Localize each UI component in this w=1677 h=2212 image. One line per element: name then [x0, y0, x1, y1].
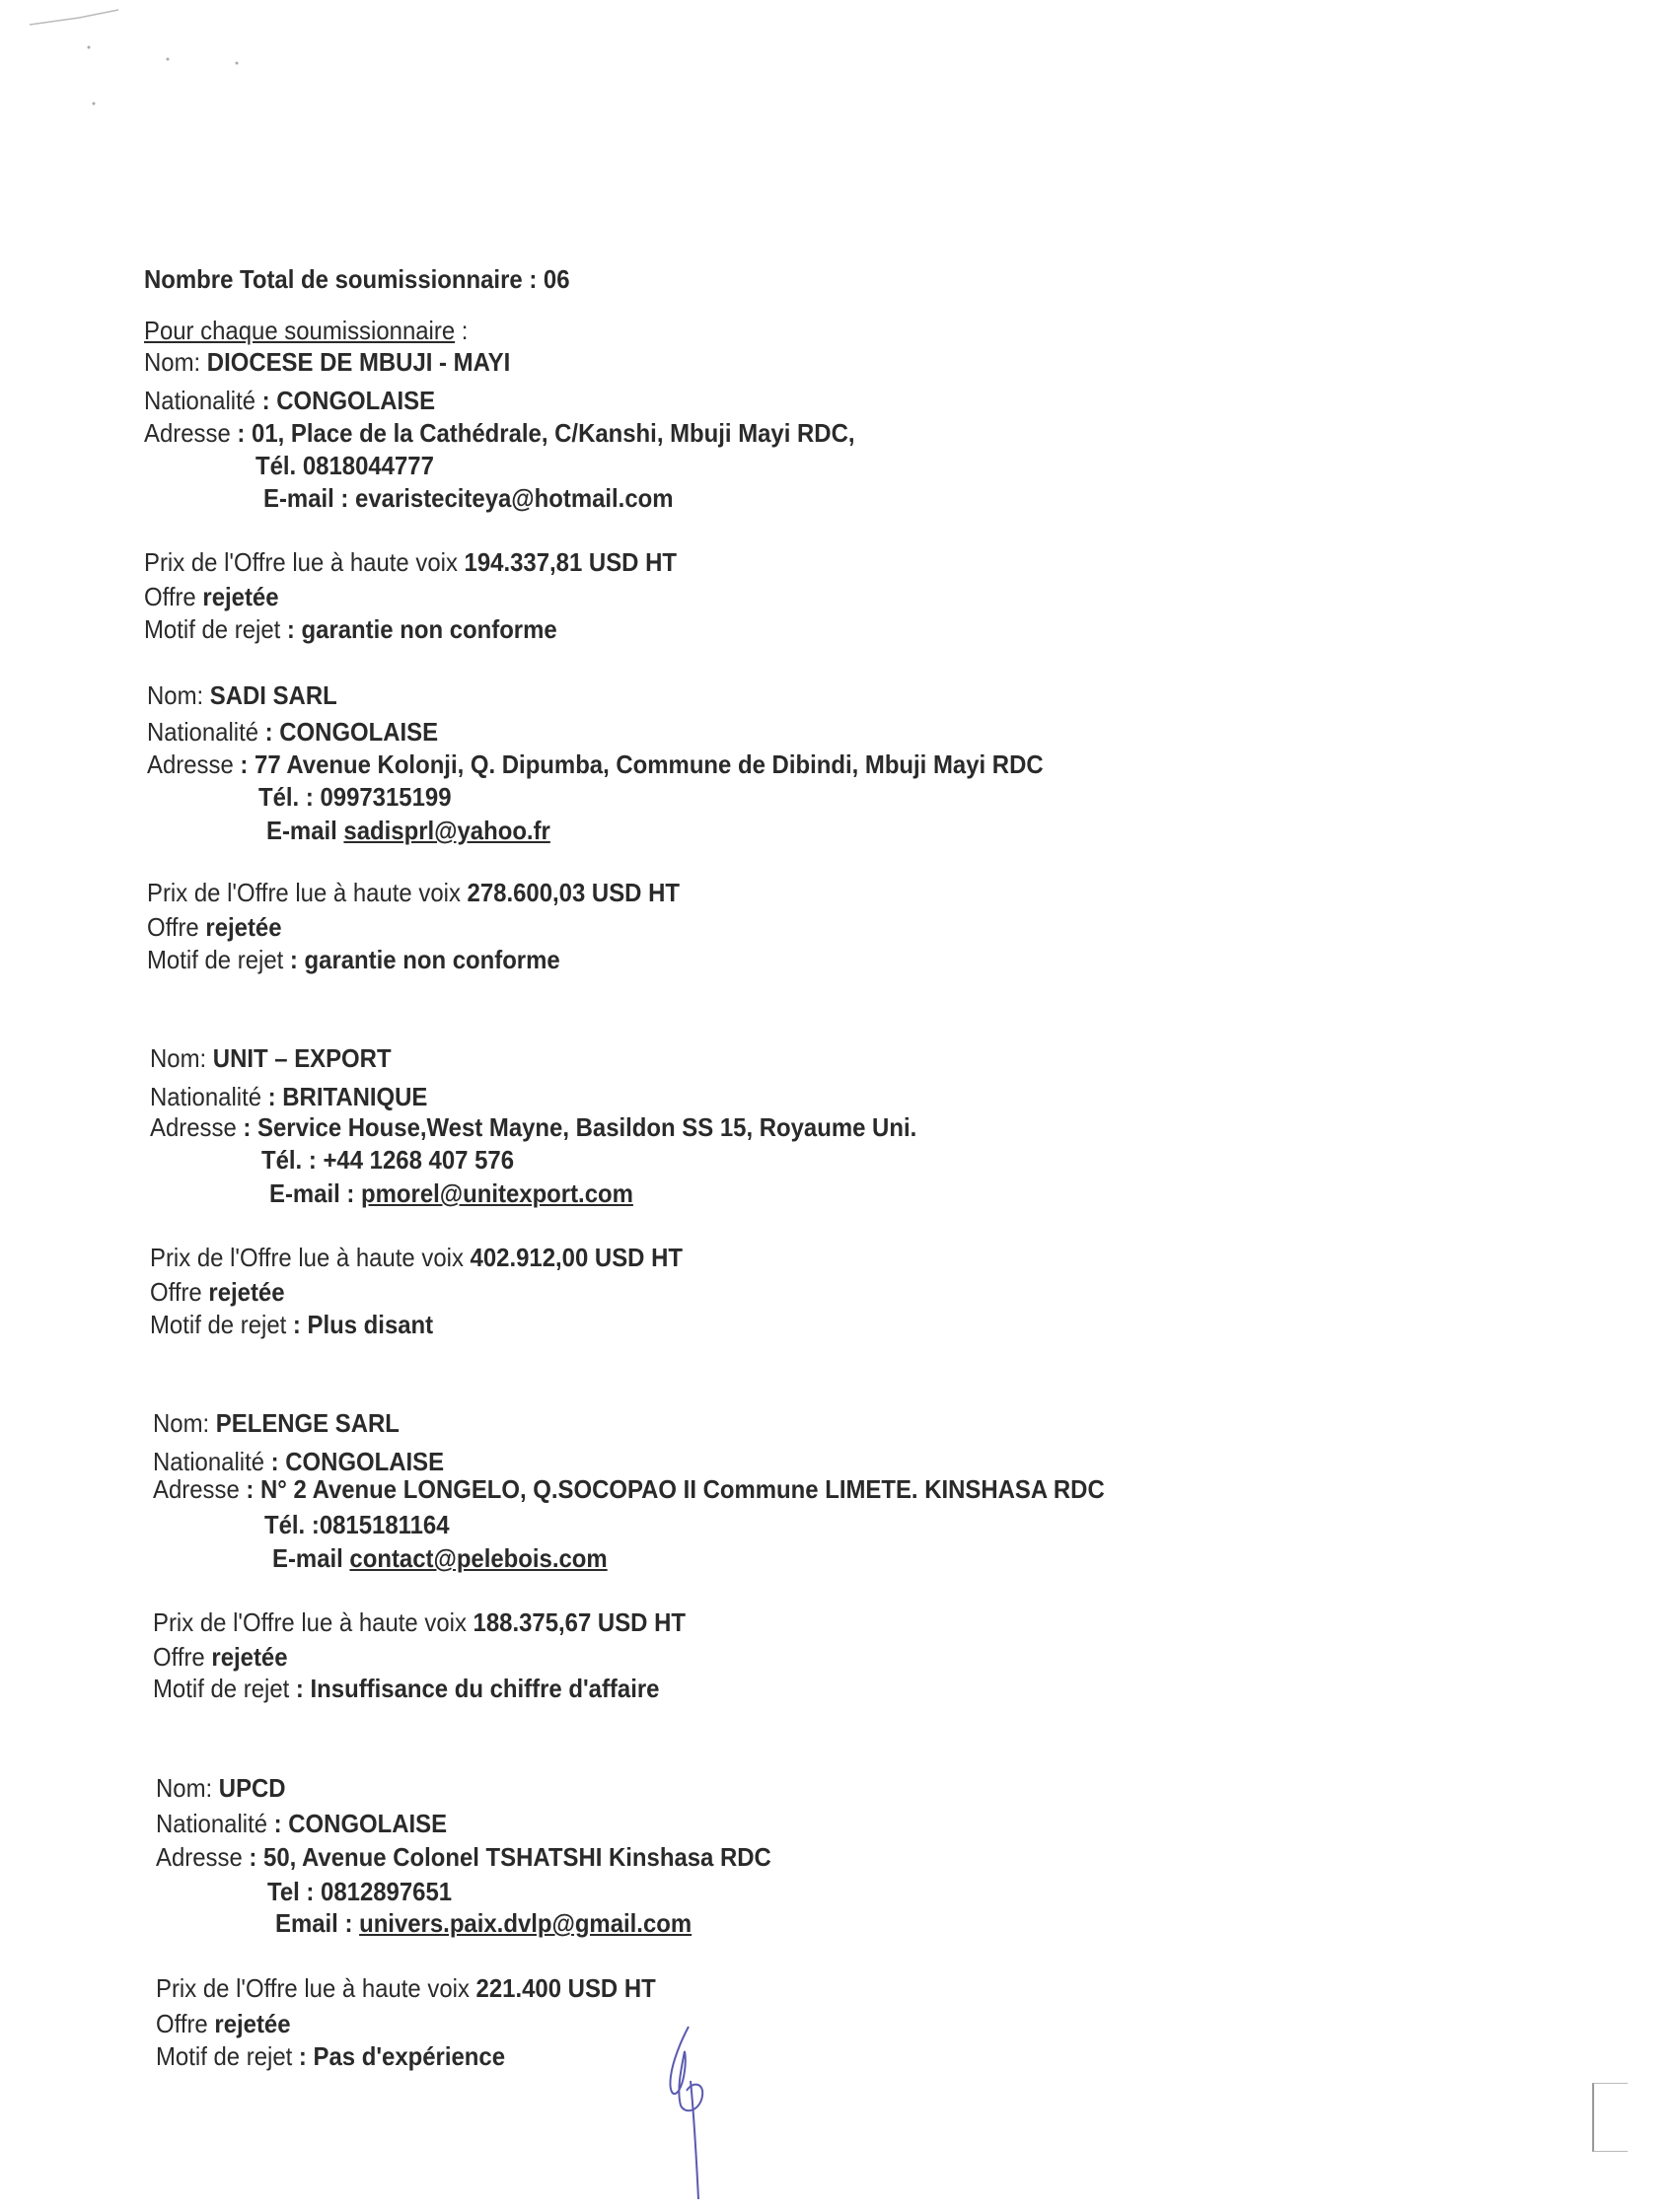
address-value: : 50, Avenue Colonel TSHATSHI Kinshasa RDC	[242, 1842, 771, 1872]
bidder-line	[147, 878, 680, 907]
nationality-label: Nationalité	[147, 717, 259, 747]
nom-label: Nom:	[156, 1773, 219, 1803]
bidder-line	[153, 1642, 288, 1672]
phone: Tél. 0818044777	[255, 451, 434, 480]
phone: Tél. : 0997315199	[258, 782, 452, 812]
nationality-value: : CONGOLAISE	[255, 386, 436, 415]
bidder-line	[156, 1973, 656, 2003]
phone: Tél. : +44 1268 407 576	[261, 1145, 515, 1175]
address-value: : Service House,West Mayne, Basildon SS 15, Royaume Uni.	[236, 1112, 917, 1142]
nom-label: Nom:	[150, 1043, 213, 1073]
nationality-label: Nationalité	[144, 386, 256, 415]
bidder-line	[144, 547, 677, 577]
price-value: 402.912,00 USD HT	[470, 1243, 683, 1272]
bidder-line	[275, 1908, 692, 1938]
bidder-name: DIOCESE DE MBUJI - MAYI	[206, 347, 511, 377]
bidder-line	[150, 1082, 427, 1111]
bidder-line	[156, 1773, 286, 1803]
offer-status: rejetée	[202, 582, 279, 611]
signature	[651, 2022, 730, 2204]
address-value: : N° 2 Avenue LONGELO, Q.SOCOPAO II Commune LIMETE. KINSHASA RDC	[239, 1474, 1105, 1504]
offer-status: rejetée	[205, 912, 282, 942]
intro-line	[144, 316, 468, 345]
bidder-line	[150, 1112, 916, 1142]
bidder-line	[147, 680, 337, 710]
bidder-line	[153, 1607, 686, 1637]
nationality-label: Nationalité	[156, 1809, 268, 1838]
address-value: : 77 Avenue Kolonji, Q. Dipumba, Commune de Dibindi, Mbuji Mayi RDC	[233, 749, 1044, 779]
bidder-line	[266, 816, 550, 845]
intro-colon: :	[455, 316, 469, 345]
nom-label: Nom:	[147, 680, 210, 710]
bidder-line	[156, 1809, 447, 1838]
email-label: E-mail :	[263, 483, 356, 513]
bidder-line	[144, 347, 510, 377]
rejection-reason: : garantie non conforme	[289, 945, 560, 974]
email-link[interactable]: pmorel@unitexport.com	[361, 1178, 633, 1208]
price-label: Prix de l'Offre lue à haute voix	[144, 547, 465, 577]
bidder-name: SADI SARL	[209, 680, 337, 710]
bidder-line	[147, 749, 1044, 779]
bidder-line	[144, 582, 279, 611]
bidder-line	[144, 418, 854, 448]
price-value: 221.400 USD HT	[475, 1973, 656, 2003]
bidder-line	[156, 2009, 291, 2038]
offer-label: Offre	[156, 2009, 215, 2038]
bidder-line	[147, 945, 560, 974]
address-value: : 01, Place de la Cathédrale, C/Kanshi, Mbuji Mayi RDC,	[230, 418, 855, 448]
rejection-reason: : Insuffisance du chiffre d'affaire	[295, 1674, 660, 1703]
nom-label: Nom:	[144, 347, 207, 377]
bidder-line	[272, 1543, 608, 1573]
nationality-label: Nationalité	[153, 1447, 265, 1476]
bidder-line	[150, 1043, 392, 1073]
nationality-value: : CONGOLAISE	[258, 717, 439, 747]
email-link[interactable]: evaristeciteya@hotmail.com	[355, 483, 674, 513]
rejection-reason: : garantie non conforme	[286, 614, 557, 644]
bidder-line	[147, 717, 438, 747]
bidder-line	[153, 1447, 444, 1476]
bidder-line	[150, 1277, 285, 1307]
bidder-line	[150, 1310, 433, 1339]
rejection-reason: : Plus disant	[292, 1310, 434, 1339]
offer-label: Offre	[147, 912, 206, 942]
offer-status: rejetée	[208, 1277, 285, 1307]
price-value: 194.337,81 USD HT	[464, 547, 677, 577]
rejection-label: Motif de rejet	[150, 1310, 293, 1339]
rejection-reason: : Pas d'expérience	[298, 2041, 506, 2071]
email-label: E-mail	[266, 816, 344, 845]
address-label: Adresse	[156, 1842, 243, 1872]
rejection-label: Motif de rejet	[153, 1674, 296, 1703]
price-label: Prix de l'Offre lue à haute voix	[153, 1607, 474, 1637]
bidder-line	[267, 1877, 452, 1906]
address-label: Adresse	[150, 1112, 237, 1142]
bidder-line	[156, 2041, 505, 2071]
bidder-line	[263, 483, 674, 513]
scan-specks	[20, 0, 276, 108]
intro-label: Pour chaque soumissionnaire	[144, 316, 456, 345]
phone: Tél. :0815181164	[264, 1510, 450, 1539]
rejection-label: Motif de rejet	[156, 2041, 299, 2071]
offer-label: Offre	[153, 1642, 212, 1672]
offer-label: Offre	[144, 582, 203, 611]
bidder-line	[261, 1145, 514, 1175]
nationality-label: Nationalité	[150, 1082, 262, 1111]
price-label: Prix de l'Offre lue à haute voix	[150, 1243, 471, 1272]
email-label: Email :	[275, 1908, 360, 1938]
nationality-value: : CONGOLAISE	[264, 1447, 445, 1476]
bidder-line	[153, 1674, 659, 1703]
bidder-name: UPCD	[218, 1773, 286, 1803]
scan-corner-mark	[1592, 2083, 1628, 2152]
bidder-line	[255, 451, 434, 480]
bidder-line	[258, 782, 452, 812]
nom-label: Nom:	[153, 1408, 216, 1438]
bidder-line	[153, 1408, 400, 1438]
offer-label: Offre	[150, 1277, 209, 1307]
bidder-line	[144, 614, 557, 644]
price-value: 278.600,03 USD HT	[467, 878, 680, 907]
rejection-label: Motif de rejet	[144, 614, 287, 644]
bidder-line	[153, 1474, 1105, 1504]
bidder-line	[269, 1178, 633, 1208]
email-label: E-mail :	[269, 1178, 362, 1208]
bidder-name: UNIT – EXPORT	[212, 1043, 392, 1073]
offer-status: rejetée	[211, 1642, 288, 1672]
address-label: Adresse	[144, 418, 231, 448]
address-label: Adresse	[147, 749, 234, 779]
email-label: E-mail	[272, 1543, 350, 1573]
phone: Tel : 0812897651	[267, 1877, 453, 1906]
bidder-line	[144, 386, 435, 415]
rejection-label: Motif de rejet	[147, 945, 290, 974]
price-label: Prix de l'Offre lue à haute voix	[147, 878, 468, 907]
bidder-line	[264, 1510, 450, 1539]
bidder-line	[147, 912, 282, 942]
address-label: Adresse	[153, 1474, 240, 1504]
bidder-line	[150, 1243, 683, 1272]
offer-status: rejetée	[214, 2009, 291, 2038]
bidder-name: PELENGE SARL	[215, 1408, 400, 1438]
email-link[interactable]: univers.paix.dvlp@gmail.com	[359, 1908, 693, 1938]
bidder-line	[156, 1842, 771, 1872]
price-label: Prix de l'Offre lue à haute voix	[156, 1973, 476, 2003]
nationality-value: : CONGOLAISE	[267, 1809, 448, 1838]
email-link[interactable]: sadisprl@yahoo.fr	[343, 816, 550, 845]
nationality-value: : BRITANIQUE	[261, 1082, 428, 1111]
email-link[interactable]: contact@pelebois.com	[349, 1543, 608, 1573]
total-bidders-heading: Nombre Total de soumissionnaire : 06	[144, 264, 570, 294]
price-value: 188.375,67 USD HT	[473, 1607, 686, 1637]
